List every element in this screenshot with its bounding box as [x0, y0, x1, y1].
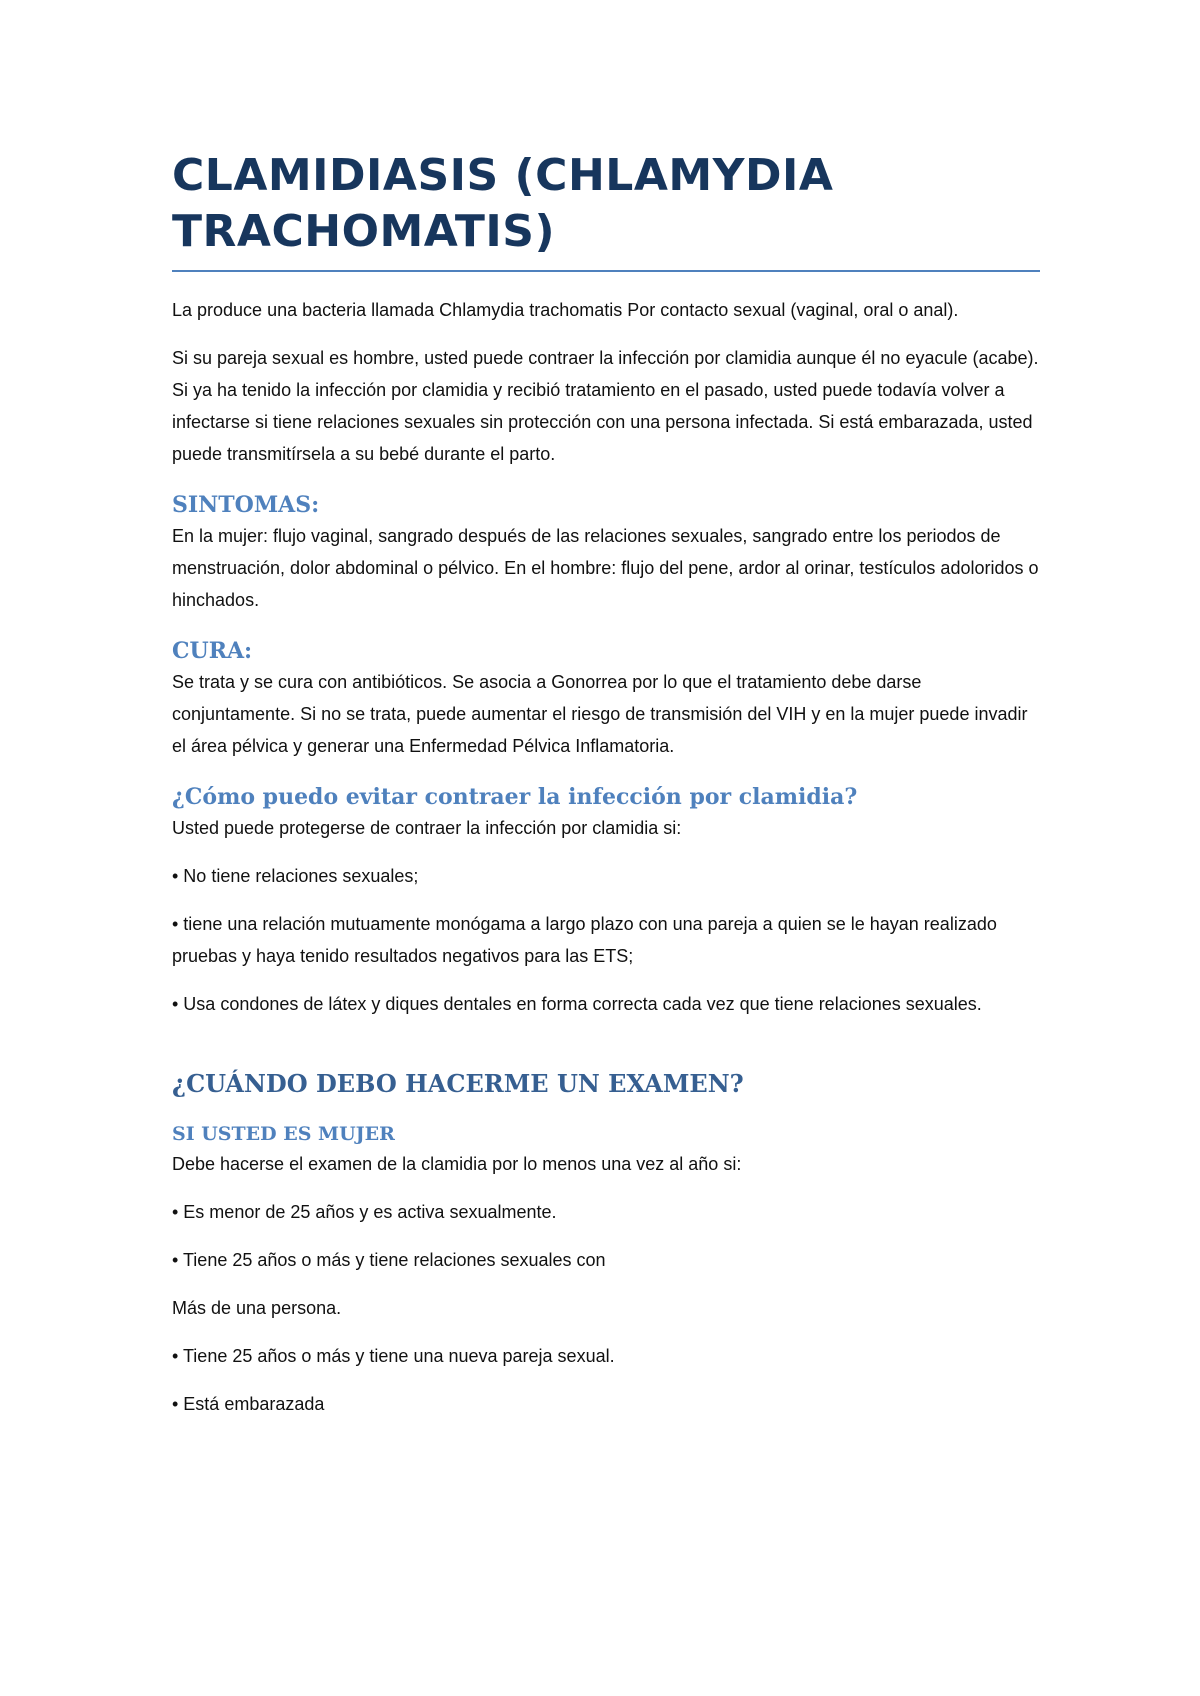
examen-item-3: Más de una persona.	[172, 1298, 342, 1318]
title-line-2: TRACHOMATIS)	[172, 206, 556, 257]
evitar-item-3: • Usa condones de látex y diques dentales en forma correcta cada vez que tiene relaciones sexuales.	[172, 994, 982, 1014]
evitar-item-2: • tiene una relación mutuamente monógama a largo plazo con una pareja a quien se le hayan realizado pruebas y haya tenido resultados negativos para las ETS;	[172, 914, 997, 966]
evitar-item-1: • No tiene relaciones sexuales;	[172, 866, 419, 886]
sintomas-text: En la mujer: flujo vaginal, sangrado después de las relaciones sexuales, sangrado entre los periodos de menstruación, dolor abdominal o pélvico. En el hombre: flujo del pene, ardor al orinar, testículos adoloridos o hinchados.	[172, 526, 1039, 610]
examen-intro: Debe hacerse el examen de la clamidia por lo menos una vez al año si:	[172, 1154, 742, 1174]
examen-item-1: • Es menor de 25 años y es activa sexualmente.	[172, 1202, 557, 1222]
document-page	[172, 148, 1040, 1420]
examen-heading: ¿CUÁNDO DEBO HACERME UN EXAMEN?	[172, 1069, 744, 1098]
cura-text: Se trata y se cura con antibióticos. Se asocia a Gonorrea por lo que el tratamiento debe darse conjuntamente. Si no se trata, puede aumentar el riesgo de transmisión del VIH y en la mujer puede invadir el área pélvica y generar una Enfermedad Pélvica Inflamatoria.	[172, 672, 1028, 756]
document-title	[172, 148, 1040, 272]
examen-item-2: • Tiene 25 años o más y tiene relaciones sexuales con	[172, 1250, 606, 1270]
examen-subheading: SI USTED ES MUJER	[172, 1123, 395, 1145]
intro-paragraph-1: La produce una bacteria llamada Chlamydia trachomatis Por contacto sexual (vaginal, oral o anal).	[172, 300, 959, 320]
examen-item-4: • Tiene 25 años o más y tiene una nueva pareja sexual.	[172, 1346, 615, 1366]
evitar-heading: ¿Cómo puedo evitar contraer la infección por clamidia?	[172, 784, 858, 810]
cura-heading: CURA:	[172, 638, 253, 664]
evitar-intro: Usted puede protegerse de contraer la infección por clamidia si:	[172, 818, 682, 838]
sintomas-heading: SINTOMAS:	[172, 492, 320, 518]
title-line-1: CLAMIDIASIS (CHLAMYDIA	[172, 150, 834, 201]
examen-item-5: • Está embarazada	[172, 1394, 325, 1414]
intro-paragraph-2: Si su pareja sexual es hombre, usted puede contraer la infección por clamidia aunque él no eyacule (acabe). Si ya ha tenido la infección por clamidia y recibió tratamiento en el pasado, usted puede todavía volver a infectarse si tiene relaciones sexuales sin protección con una persona infectada. Si está embarazada, usted puede transmitírsela a su bebé durante el parto.	[172, 348, 1039, 464]
